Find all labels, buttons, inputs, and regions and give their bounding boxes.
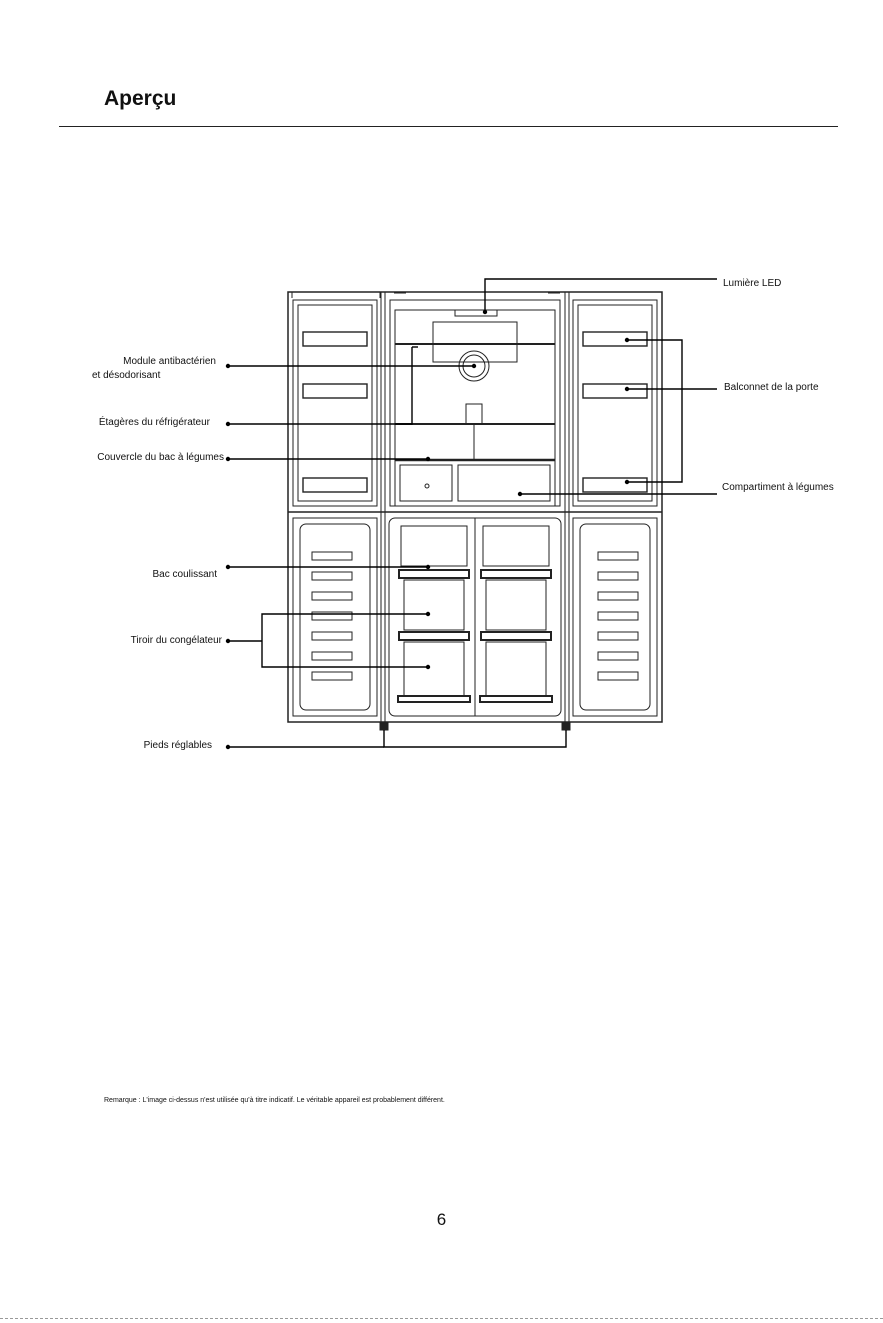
right-upper-door <box>573 300 657 506</box>
bottom-dashed-border <box>0 1318 883 1319</box>
disclaimer-note: Remarque : L'image ci-dessus n'est utilisée qu'à titre indicatif. Le véritable appareil est probablement différent. <box>104 1097 445 1104</box>
left-upper-door <box>293 300 377 506</box>
left-lower-door <box>293 518 377 716</box>
label-door-balcony: Balconnet de la porte <box>724 382 819 393</box>
right-lower-door <box>573 518 657 716</box>
label-adjustable-feet: Pieds réglables <box>143 740 212 751</box>
label-led-light: Lumière LED <box>723 278 782 289</box>
label-antibacterial-line2: et désodorisant <box>92 370 161 381</box>
label-antibacterial-line1: Module antibactérien <box>123 356 216 367</box>
page-title: Aperçu <box>104 87 177 110</box>
label-sliding-bin: Bac coulissant <box>152 569 217 580</box>
fridge-interior <box>390 300 560 506</box>
adjustable-feet <box>380 722 570 730</box>
label-vegetable-compartment: Compartiment à légumes <box>722 482 834 493</box>
label-fridge-shelves: Étagères du réfrigérateur <box>98 417 210 428</box>
label-freezer-drawer: Tiroir du congélateur <box>130 635 222 646</box>
page-number: 6 <box>436 1210 447 1229</box>
freezer-interior <box>389 518 561 716</box>
label-crisper-cover: Couvercle du bac à légumes <box>97 452 224 463</box>
